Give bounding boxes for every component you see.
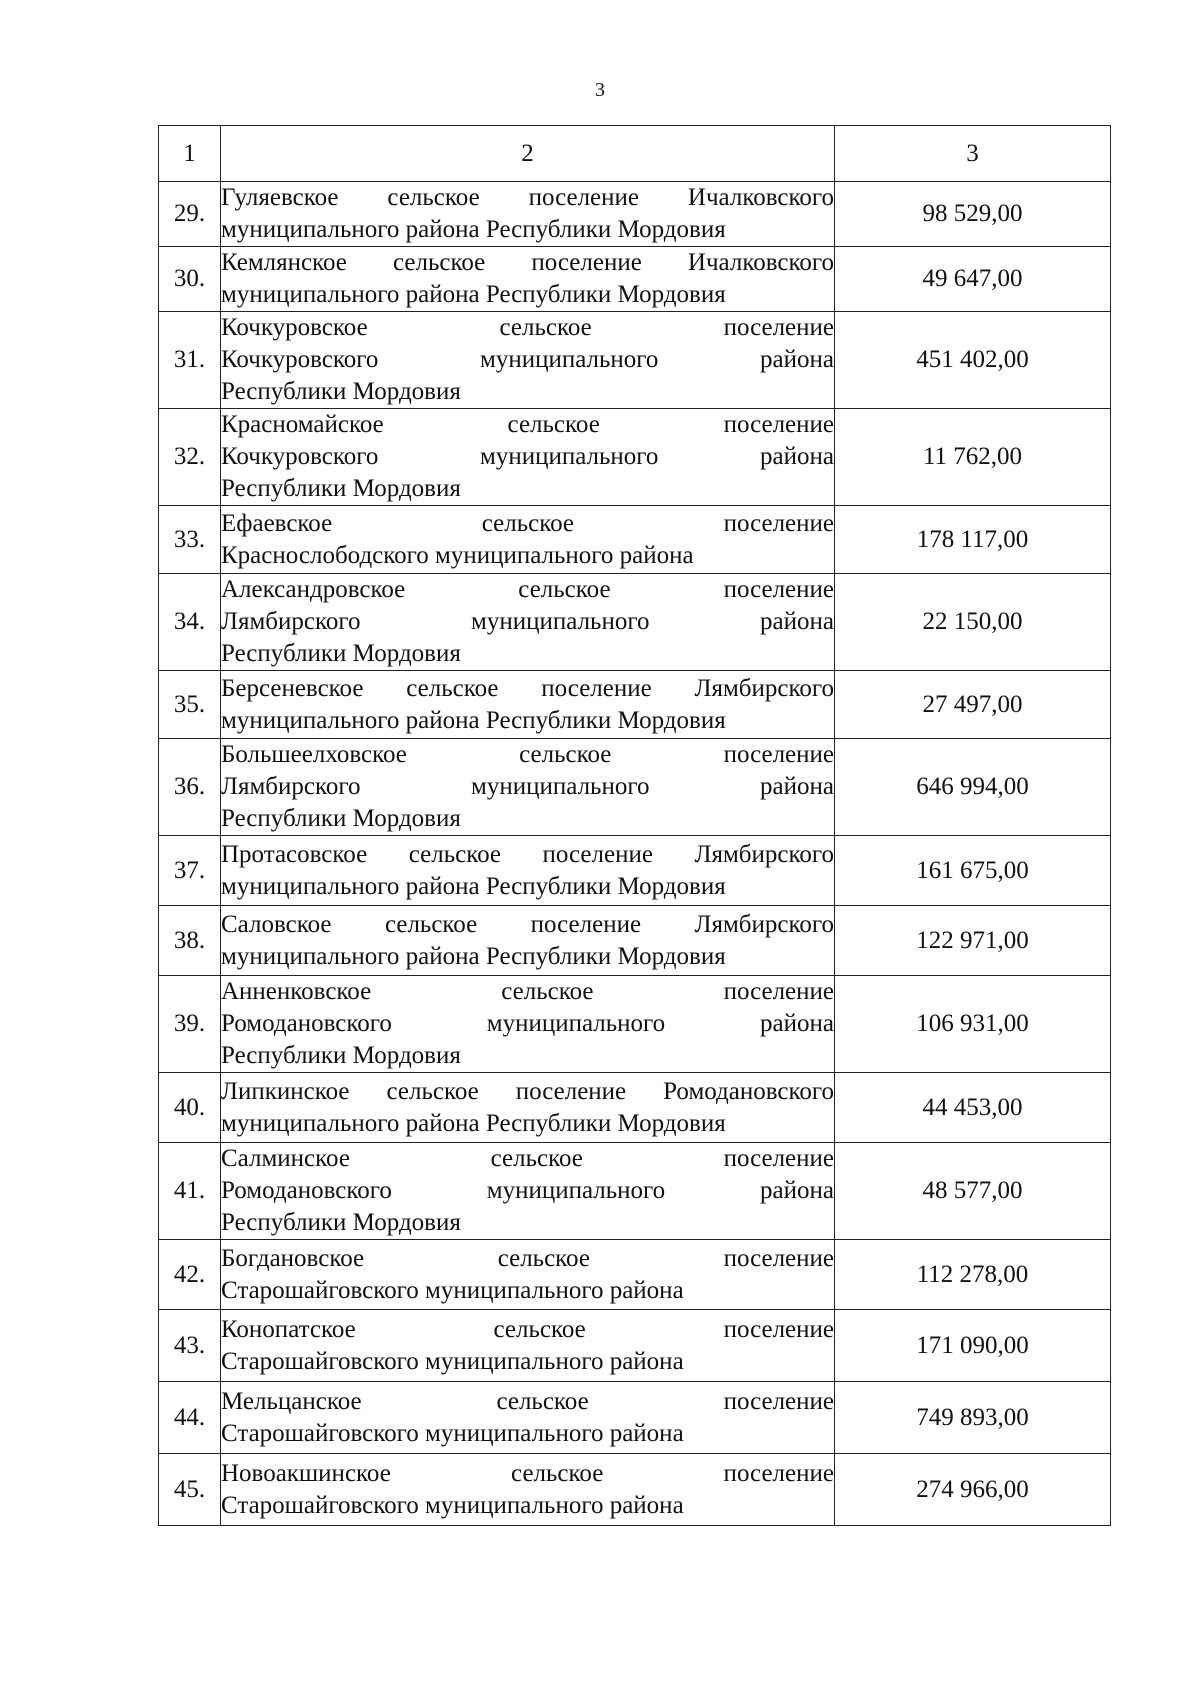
row-number: 36. <box>159 739 221 836</box>
settlement-name <box>221 1310 835 1382</box>
settlement-name-line: муниципального района Республики Мордовия <box>221 216 726 243</box>
settlement-name-line: Краснослободского муниципального района <box>221 541 694 569</box>
settlement-name <box>221 1382 835 1454</box>
table-row <box>159 976 1111 1073</box>
settlement-name-line: Старошайговского муниципального района <box>221 1491 684 1519</box>
row-number: 44. <box>159 1382 221 1454</box>
column-header-name: 2 <box>221 126 835 182</box>
settlement-name <box>221 409 835 506</box>
settlement-name-line: Кочкуровского муниципального района <box>221 443 834 470</box>
row-number: 39. <box>159 976 221 1073</box>
settlement-name <box>221 1240 835 1310</box>
column-header-number: 1 <box>159 126 221 182</box>
settlement-name <box>221 312 835 409</box>
settlement-name-line: Саловское сельское поселение Лямбирского <box>221 910 834 938</box>
amount-value: 112 278,00 <box>835 1240 1111 1310</box>
amount-value: 749 893,00 <box>835 1382 1111 1454</box>
settlement-name <box>221 1143 835 1240</box>
settlement-name <box>221 506 835 574</box>
settlement-name-line: Новоакшинское сельское поселение <box>221 1459 834 1487</box>
allocation-table <box>158 125 1111 1526</box>
table-body <box>159 182 1111 1526</box>
settlement-name <box>221 976 835 1073</box>
settlement-name-line: Анненковское сельское поселение <box>221 978 834 1005</box>
settlement-name-line: Александровское сельское поселение <box>221 576 834 603</box>
row-number: 42. <box>159 1240 221 1310</box>
settlement-name-line: Гуляевское сельское поселение Ичалковского <box>221 184 834 211</box>
settlement-name-line: Республики Мордовия <box>221 640 461 667</box>
settlement-name-line: Богдановское сельское поселение <box>221 1244 834 1272</box>
amount-value: 451 402,00 <box>835 312 1111 409</box>
row-number: 31. <box>159 312 221 409</box>
row-number: 40. <box>159 1073 221 1143</box>
amount-value: 646 994,00 <box>835 739 1111 836</box>
settlement-name-line: муниципального района Республики Мордовия <box>221 872 726 900</box>
settlement-name-line: Республики Мордовия <box>221 805 461 832</box>
settlement-name <box>221 739 835 836</box>
table-row <box>159 1454 1111 1526</box>
table-row <box>159 1073 1111 1143</box>
amount-value: 48 577,00 <box>835 1143 1111 1240</box>
row-number: 41. <box>159 1143 221 1240</box>
amount-value: 22 150,00 <box>835 574 1111 671</box>
settlement-name-line: муниципального района Республики Мордовия <box>221 942 726 970</box>
settlement-name-line: Протасовское сельское поселение Лямбирского <box>221 840 834 868</box>
settlement-name-line: Кочкуровского муниципального района <box>221 346 834 373</box>
settlement-name <box>221 836 835 906</box>
amount-value: 106 931,00 <box>835 976 1111 1073</box>
table-header-row <box>159 126 1111 182</box>
settlement-name <box>221 247 835 312</box>
settlement-name-line: Кочкуровское сельское поселение <box>221 314 834 341</box>
row-number: 32. <box>159 409 221 506</box>
table-row <box>159 312 1111 409</box>
column-header-amount: 3 <box>835 126 1111 182</box>
amount-value: 27 497,00 <box>835 671 1111 739</box>
page-number: 3 <box>595 79 605 101</box>
settlement-name-line: Республики Мордовия <box>221 475 461 502</box>
settlement-name <box>221 671 835 739</box>
row-number: 45. <box>159 1454 221 1526</box>
settlement-name <box>221 1073 835 1143</box>
row-number: 35. <box>159 671 221 739</box>
amount-value: 11 762,00 <box>835 409 1111 506</box>
settlement-name-line: Лямбирского муниципального района <box>221 773 834 800</box>
row-number: 37. <box>159 836 221 906</box>
settlement-name-line: Республики Мордовия <box>221 378 461 405</box>
table-row <box>159 1382 1111 1454</box>
table-row <box>159 906 1111 976</box>
table-row <box>159 182 1111 247</box>
table-row <box>159 247 1111 312</box>
settlement-name-line: Старошайговского муниципального района <box>221 1276 684 1304</box>
amount-value: 161 675,00 <box>835 836 1111 906</box>
settlement-name-line: Старошайговского муниципального района <box>221 1419 684 1447</box>
settlement-name <box>221 1454 835 1526</box>
settlement-name-line: Республики Мордовия <box>221 1209 461 1236</box>
row-number: 38. <box>159 906 221 976</box>
settlement-name-line: Ромодановского муниципального района <box>221 1177 834 1204</box>
settlement-name-line: Салминское сельское поселение <box>221 1145 834 1172</box>
table-row <box>159 739 1111 836</box>
settlement-name-line: Мельцанское сельское поселение <box>221 1387 834 1415</box>
table-row <box>159 836 1111 906</box>
settlement-name-line: муниципального района Республики Мордовия <box>221 1109 726 1137</box>
amount-value: 274 966,00 <box>835 1454 1111 1526</box>
row-number: 30. <box>159 247 221 312</box>
row-number: 34. <box>159 574 221 671</box>
settlement-name <box>221 182 835 247</box>
settlement-name-line: Красномайское сельское поселение <box>221 411 834 438</box>
settlement-name-line: Большеелховское сельское поселение <box>221 741 834 768</box>
settlement-name-line: Лямбирского муниципального района <box>221 608 834 635</box>
settlement-name-line: Липкинское сельское поселение Ромодановского <box>221 1077 834 1105</box>
settlement-name <box>221 574 835 671</box>
amount-value: 178 117,00 <box>835 506 1111 574</box>
settlement-name-line: Ефаевское сельское поселение <box>221 509 834 537</box>
settlement-name-line: Кемлянское сельское поселение Ичалковского <box>221 249 834 276</box>
table-row <box>159 506 1111 574</box>
row-number: 43. <box>159 1310 221 1382</box>
settlement-name <box>221 906 835 976</box>
settlement-name-line: Республики Мордовия <box>221 1042 461 1069</box>
row-number: 29. <box>159 182 221 247</box>
table-row <box>159 1310 1111 1382</box>
settlement-name-line: Берсеневское сельское поселение Лямбирского <box>221 674 834 702</box>
amount-value: 44 453,00 <box>835 1073 1111 1143</box>
settlement-name-line: муниципального района Республики Мордовия <box>221 706 726 734</box>
amount-value: 98 529,00 <box>835 182 1111 247</box>
amount-value: 49 647,00 <box>835 247 1111 312</box>
table-row <box>159 574 1111 671</box>
row-number: 33. <box>159 506 221 574</box>
amount-value: 122 971,00 <box>835 906 1111 976</box>
settlement-name-line: Старошайговского муниципального района <box>221 1347 684 1375</box>
settlement-name-line: муниципального района Республики Мордовия <box>221 281 726 308</box>
settlement-name-line: Ромодановского муниципального района <box>221 1010 834 1037</box>
table-row <box>159 671 1111 739</box>
table-row <box>159 1143 1111 1240</box>
settlement-name-line: Конопатское сельское поселение <box>221 1315 834 1343</box>
amount-value: 171 090,00 <box>835 1310 1111 1382</box>
table-row <box>159 409 1111 506</box>
table-row <box>159 1240 1111 1310</box>
